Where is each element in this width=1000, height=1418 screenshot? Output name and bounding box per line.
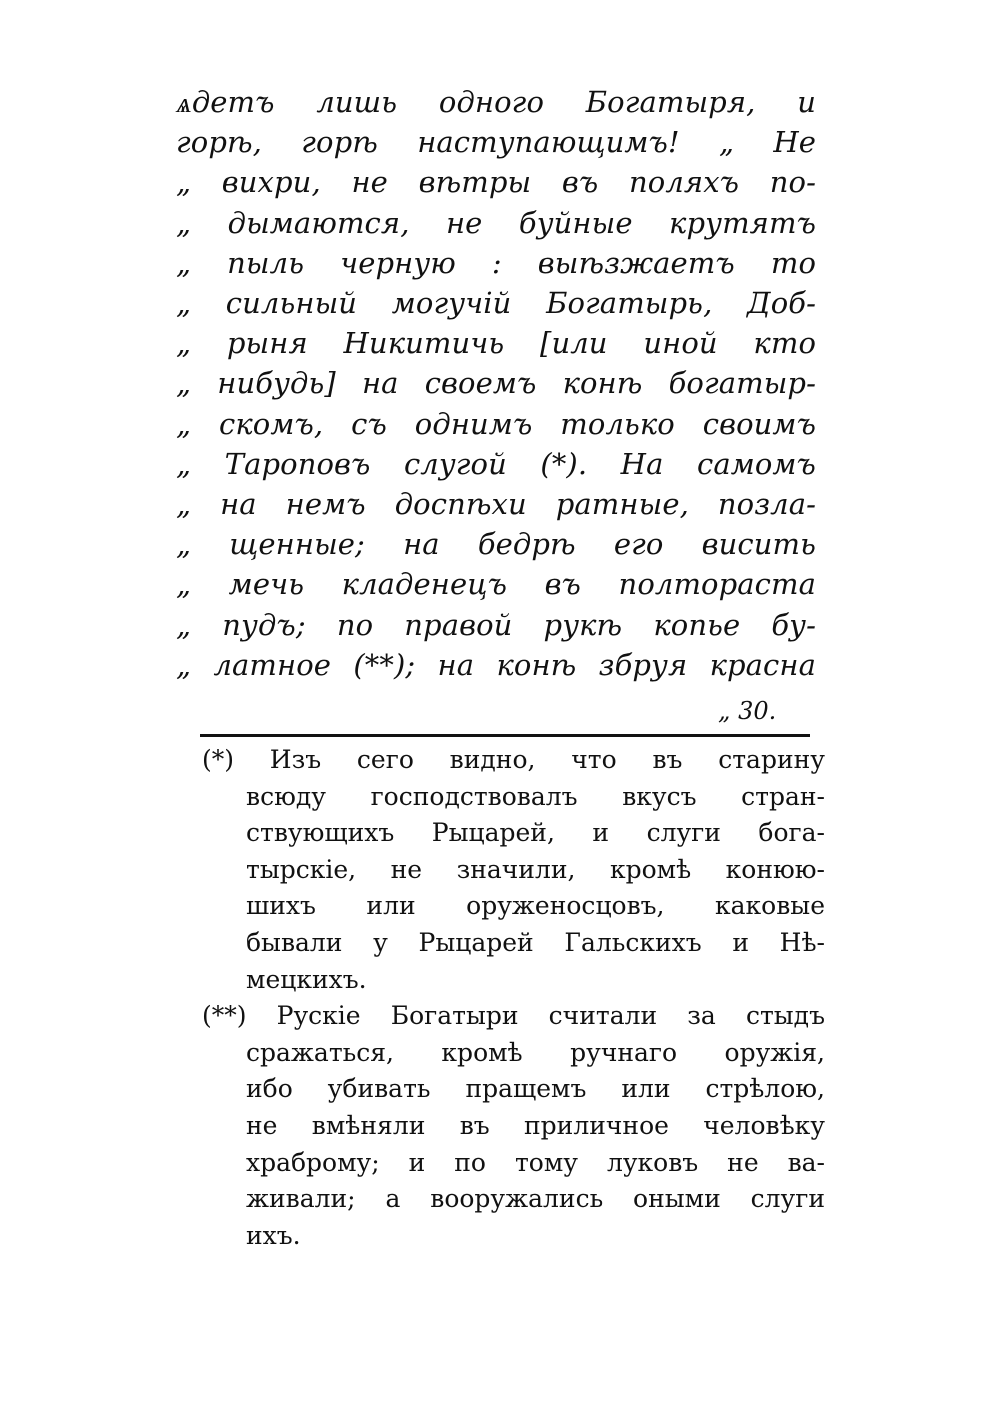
catchword: „ 30. [718, 697, 777, 725]
text-line: „ сильный могучій Богатырь, Доб- [176, 286, 816, 321]
footnote-line: живали; а вооружались оными слуги [246, 1184, 825, 1214]
text-line: „ мечь кладенецъ въ полтораста [176, 567, 816, 602]
text-line: „ вихри, не вѣтры въ поляхъ по- [176, 165, 816, 200]
footnote-line: тырскіе, не значили, кромѣ конюю- [246, 854, 825, 884]
footnote-line: храброму; и по тому луковъ не ва- [246, 1147, 825, 1177]
text-line: горѣ, горѣ наступающимъ! „ Не [176, 125, 816, 160]
text-line: „ скомъ, съ однимъ только своимъ [176, 406, 816, 441]
footnote-divider [200, 734, 810, 737]
footnote-2 [200, 998, 825, 1254]
text-line: „ щенные; на бедрѣ его висить [176, 527, 816, 562]
footnote-line: мецкихъ. [246, 964, 367, 994]
footnote-1 [200, 742, 825, 998]
footnote-line: сражаться, кромѣ ручнаго оружія, [246, 1037, 825, 1067]
text-line: „ пыль черную : выѣзжаетъ то [176, 245, 816, 280]
text-line: „ рыня Никитичь [или иной кто [176, 326, 816, 361]
footnote-line: ибо убивать пращемъ или стрѣлою, [246, 1074, 825, 1104]
text-line: „ пудъ; по правой рукѣ копье бу- [176, 607, 816, 642]
text-line: ѧдетъ лишь одного Богатыря, и [176, 85, 816, 119]
footnote-line: ихъ. [246, 1220, 301, 1250]
footnote-line: всюду господствовалъ вкусъ стран- [246, 781, 825, 811]
text-line: „ латное (**); на конѣ збруя красна [176, 647, 816, 682]
footnote-line: не вмѣняли въ приличное человѣку [246, 1110, 825, 1140]
text-line: „ Тароповъ слугой (*). На самомъ [176, 446, 816, 481]
text-line: „ дымаются, не буйные крутятъ [176, 205, 816, 240]
footnotes [200, 742, 825, 1254]
footnote-line: (**) Рускіе Богатыри считали за стыдъ [202, 1001, 825, 1031]
main-text [176, 82, 816, 685]
text-line: „ нибудь] на своемъ конѣ богатыр- [176, 366, 816, 401]
footnote-line: ствующихъ Рыцарей, и слуги бога- [246, 818, 825, 848]
footnote-line: (*) Изъ сего видно, что въ старину [202, 745, 825, 774]
footnote-line: бывали у Рыцарей Гальскихъ и Нѣ- [246, 927, 825, 957]
footnote-line: шихъ или оруженосцовъ, каковые [246, 891, 825, 921]
text-line: „ на немъ доспѣхи ратные, позла- [176, 487, 816, 522]
